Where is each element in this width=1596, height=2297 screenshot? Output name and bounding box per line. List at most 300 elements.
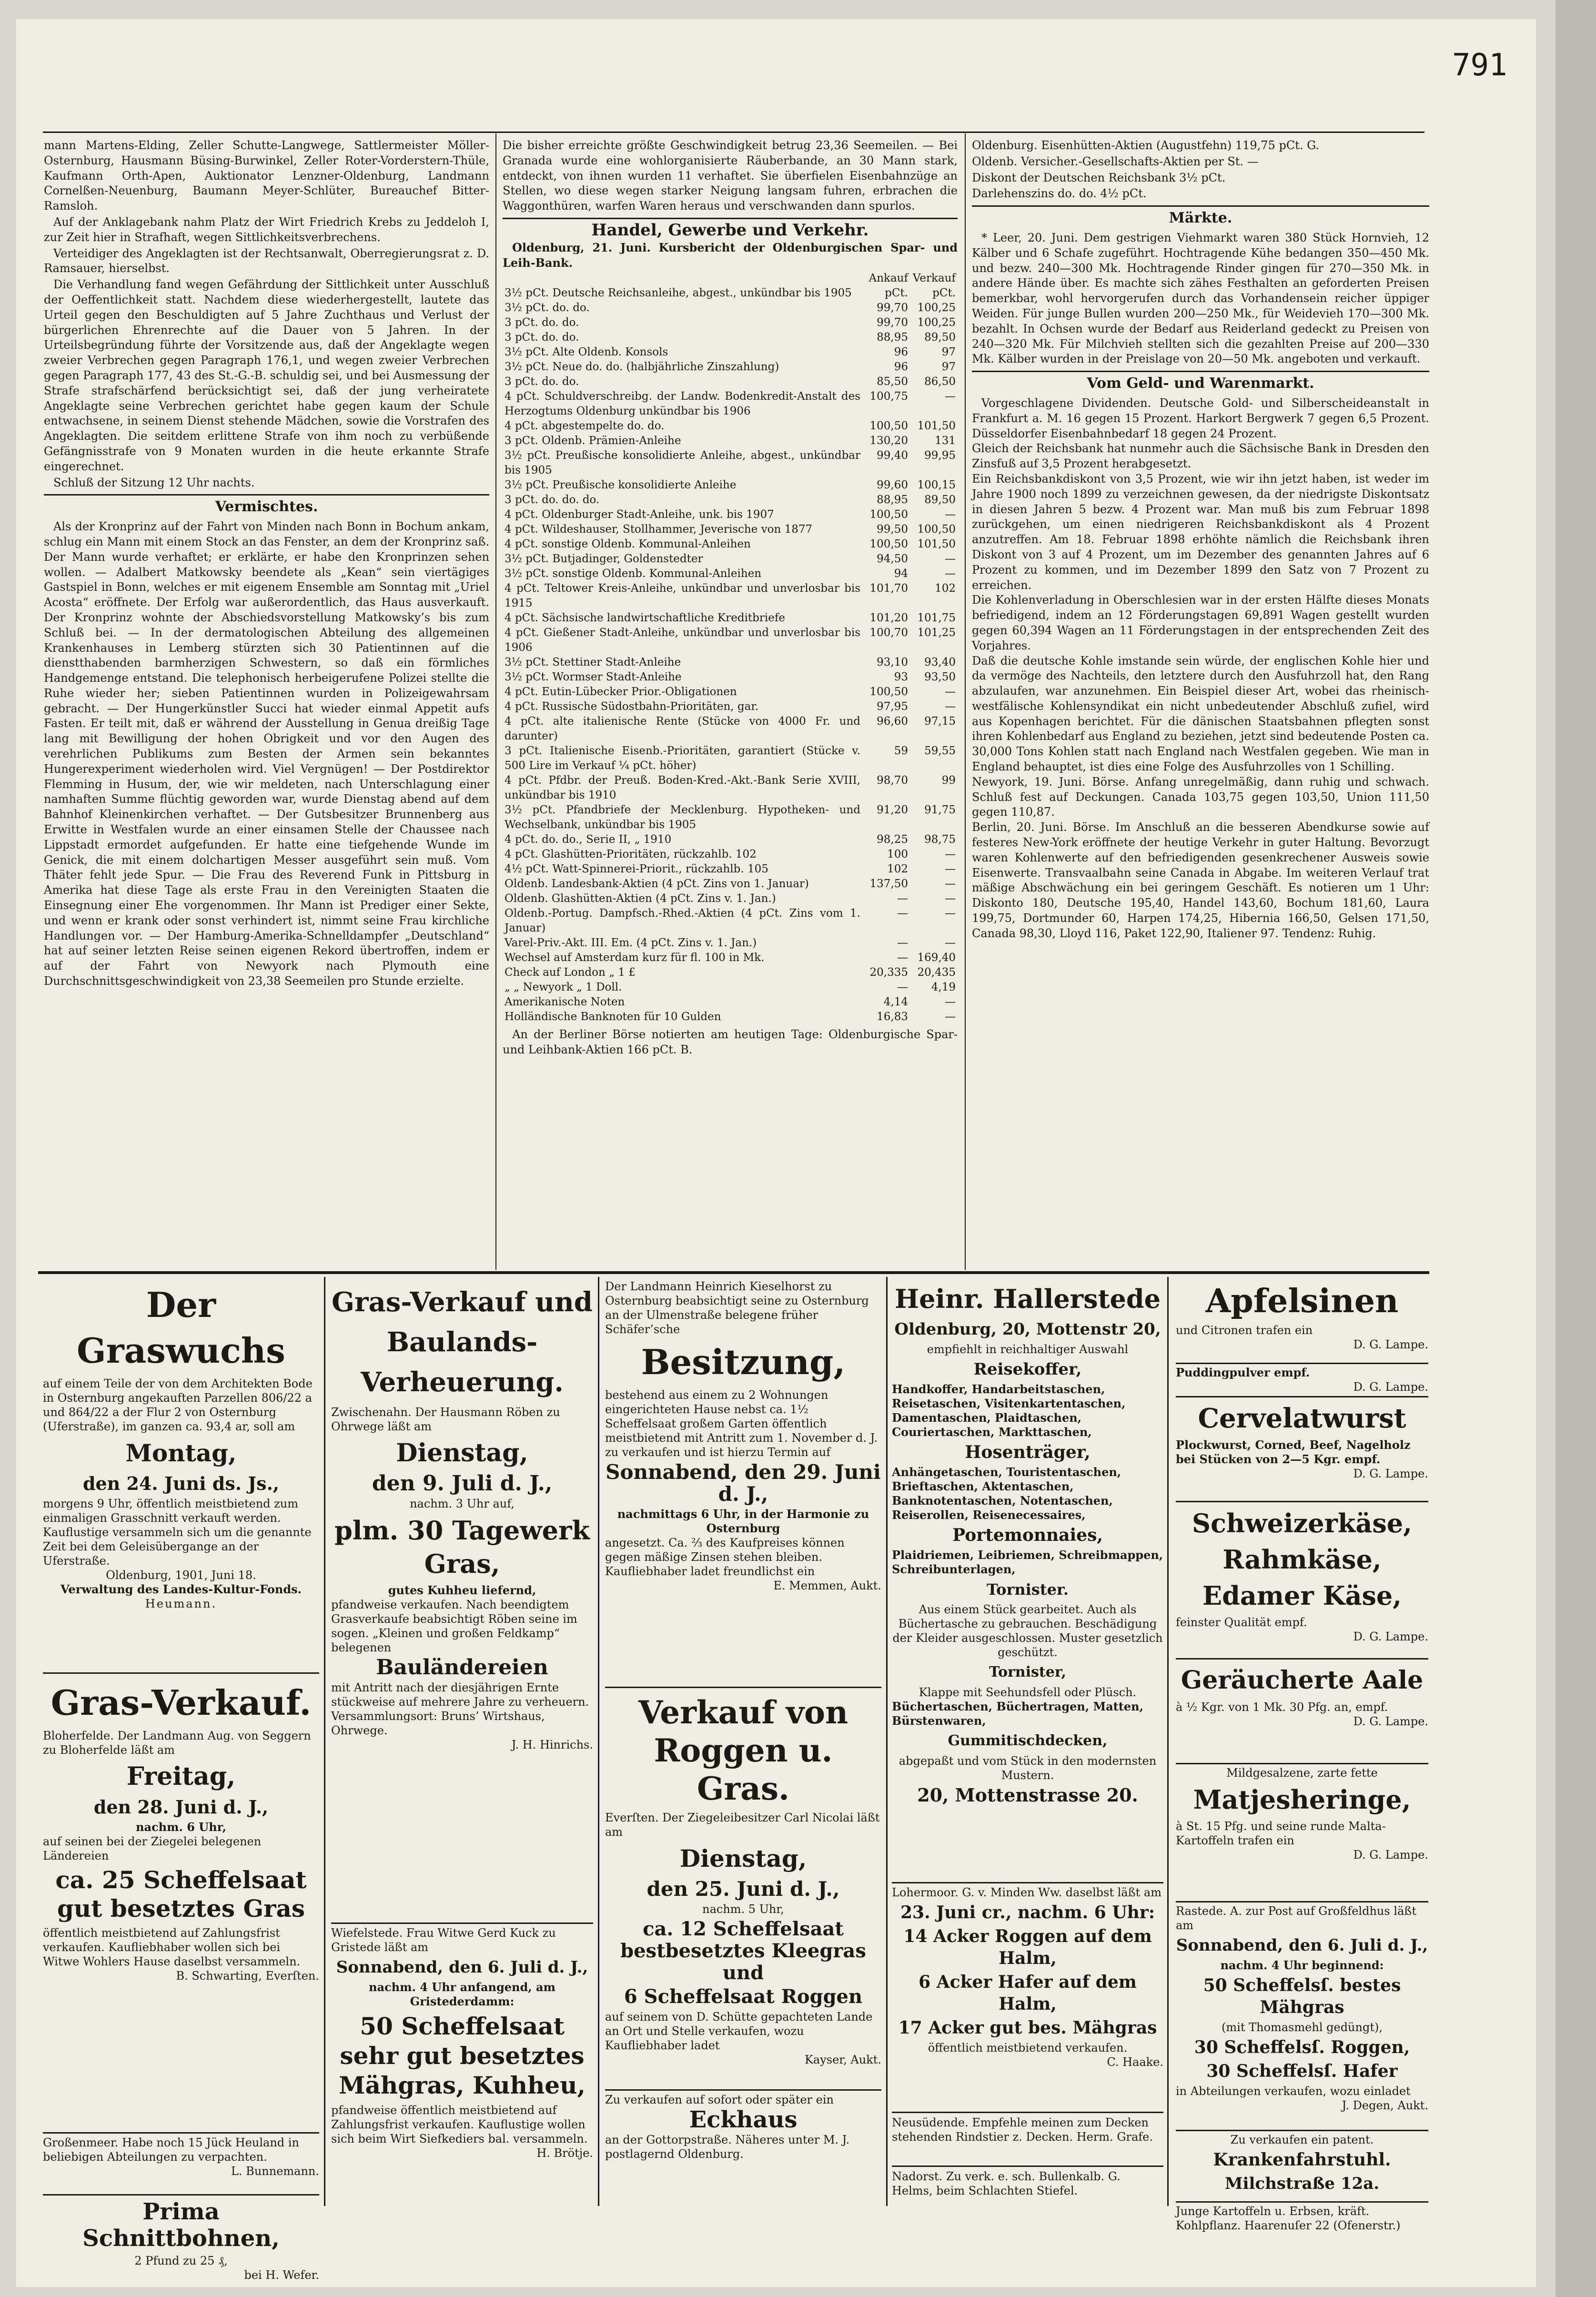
cell-ankauf: 88,95	[877, 331, 908, 344]
ad-text: Rastede. A. zur Post auf Großfeldhus läßt am	[1176, 1904, 1416, 1932]
cell-verkauf: 4,19	[931, 981, 956, 994]
ad-gras-baulands	[331, 1279, 593, 1920]
cell-verkauf: 97	[941, 361, 956, 374]
ad-puddingpulver	[1176, 1366, 1428, 1394]
ad-subheading: Tornister,	[989, 1664, 1066, 1680]
cell-verkauf: —	[945, 996, 956, 1009]
section-title-geldmarkt: Vom Geld- und Warenmarkt.	[1087, 375, 1314, 392]
ad-day: Montag,	[125, 1439, 237, 1467]
table-row	[503, 315, 958, 330]
ad-rule	[331, 1923, 593, 1924]
table-row	[503, 906, 958, 936]
ad-signature: D. G. Lampe.	[1353, 1630, 1428, 1643]
ad-lohermoor	[892, 1885, 1163, 2109]
ad-highlight: 30 Scheffelsſ. Hafer	[1206, 2061, 1398, 2081]
cell-ankauf: 88,95	[877, 494, 908, 506]
cell-ankauf: 99,70	[877, 316, 908, 329]
cell-desc: 3 pCt. Italienische Eisenb.-Prioritäten, garantiert (Stücke v. 500 Lire im Verkauf ¼ pCt. höher)	[505, 745, 860, 772]
ad-text: pfandweise öffentlich meistbietend auf Zahlungsfrist verkaufen. Kauflustige wollen sich beim Wirt Siefkediers bal. versammeln.	[331, 2104, 588, 2145]
cell-verkauf: 98,75	[924, 833, 956, 846]
ad-text: Büchertaschen, Büchertragen, Matten, Bürstenwaren,	[892, 1700, 1143, 1728]
cell-desc: 4½ pCt. Watt-Spinnerei-Priorit., rückzahlb. 105	[505, 863, 768, 876]
ad-day: Freitag,	[126, 1762, 236, 1791]
ad-bullenkalb	[892, 2169, 1163, 2217]
ad-divider-3	[886, 1277, 888, 2206]
paragraph: Die Verhandlung fand wegen Gefährdung der Sittlichkeit unter Ausschluß der Oeffentlichkeit statt. Nachdem diese wiederhergestellt, lautete das Urteil gegen den Beschuldigten auf 5 Jahre Zuchthaus und Verlust der bürgerlichen Ehrenrechte auf die Dauer von 5 Jahren. In der Urteilsbegründung führte der Vorsitzende aus, daß der Angeklagte wegen zweier Verbrechen gegen Paragraph 176,1, und wegen zweier Verbrechen gegen Paragraph 177, 43 des St.-G.-B. schuldig sei, und bei Ausmessung der Strafe strafschärfend berücksichtigt sei, daß der jung verheiratete Angeklagte seine Verbrechen gerichtet habe gegen kaum der Schule entwachsene, in seinem Dienst stehende Mädchen, sowie die Vorstrafen des Angeklagten. Die seitdem erlittene Strafe von ihm noch zu verbüßende Gefängnisstrafe von 9 Monaten wurden in die heute erkannte Strafe eingerechnet.	[44, 278, 489, 473]
ad-text: (mit Thomasmehl gedüngt),	[1222, 2021, 1383, 2034]
ad-text: Lohermoor. G. v. Minden Ww. daselbst läßt am	[892, 1886, 1162, 1899]
cell-desc: Wechsel auf Amsterdam kurz für fl. 100 in Mk.	[505, 951, 765, 964]
page-number: 791	[1452, 48, 1507, 83]
ad-cervelatwurst	[1176, 1399, 1428, 1499]
table-row	[503, 699, 958, 714]
ad-krankenfahrstuhl	[1176, 2133, 1428, 2199]
cell-desc: 4 pCt. Russische Südostbahn-Prioritäten, gar.	[505, 700, 759, 713]
cell-ankauf: 98,70	[877, 774, 908, 787]
cell-ankauf: 99,40	[877, 449, 908, 462]
ad-date: den 28. Juni d. J.,	[93, 1796, 269, 1818]
ad-text: Handkoffer, Handarbeitstaschen, Reisetaschen, Visitenkartentaschen, Damentaschen, Plaidtaschen, Couriertaschen, Markttaschen,	[892, 1382, 1126, 1439]
cell-desc: 4 pCt. Oldenburger Stadt-Anleihe, unk. bis 1907	[505, 508, 774, 521]
cell-desc: 4 pCt. alte italienische Rente (Stücke von 4000 Fr. und darunter)	[505, 715, 860, 743]
ad-title: Krankenfahrstuhl.	[1213, 2150, 1391, 2170]
table-row	[503, 773, 958, 803]
header-ankauf: Ankauf	[869, 272, 908, 285]
paragraph: Auf der Anklagebank nahm Platz der Wirt Friedrich Krebs zu Jeddeloh I, zur Zeit hier in Strafhaft, wegen Sittlichkeitsverbrechens.	[44, 215, 489, 244]
cell-verkauf: 100,50	[917, 523, 956, 536]
cell-desc: 3½ pCt. Stettiner Stadt-Anleihe	[505, 656, 681, 669]
ad-signature: Kayser, Aukt.	[804, 2053, 881, 2066]
cell-ankauf: 91,20	[877, 804, 908, 817]
cell-verkauf: 102	[935, 582, 956, 595]
table-row	[503, 1010, 958, 1024]
cell-verkauf: 101,50	[917, 538, 956, 551]
ad-text: Zwischenahn. Der Hausmann Röben zu Ohrwege läßt am	[331, 1406, 560, 1433]
cell-ankauf: —	[897, 951, 908, 964]
cell-desc: Oldenb.-Portug. Dampfsch.-Rhed.-Aktien (4 pCt. Zins vom 1. Januar)	[505, 907, 860, 935]
ad-text: Anhängetaschen, Touristentaschen, Brieftaschen, Aktentaschen, Banknotentaschen, Notentaschen, Reiserollen, Reisenecessaires,	[892, 1465, 1121, 1522]
ad-rule	[605, 1687, 881, 1688]
ad-rule	[43, 2194, 319, 2196]
cell-desc: Oldenb. Landesbank-Aktien (4 pCt. Zins von 1. Januar)	[505, 878, 809, 890]
ad-signature: E. Memmen, Aukt.	[773, 1579, 881, 1592]
ad-text: Der Landmann Heinrich Kieselhorst zu Osternburg beabsichtigt seine zu Osternburg an der Ulmenstraße belegene früher Schäfer’sche	[605, 1280, 869, 1336]
section-rule	[503, 218, 958, 219]
cell-verkauf: 97	[941, 346, 956, 359]
table-row	[503, 374, 958, 389]
table-row	[503, 434, 958, 448]
ad-rule	[1176, 1763, 1428, 1764]
ad-highlight: ca. 12 Scheffelsaat bestbesetztes Kleegras und	[620, 1918, 866, 1984]
cell-desc: 4 pCt. Gießener Stadt-Anleihe, unkündbar und unverlosbar bis 1906	[505, 627, 860, 654]
ad-signature: J. H. Hinrichs.	[511, 1738, 593, 1751]
ad-text: Klappe mit Seehundsfell oder Plüsch.	[919, 1686, 1137, 1699]
header-verkauf: Verkauf	[912, 272, 956, 285]
ad-date: Sonnabend, den 6. Juli d. J.,	[336, 1958, 588, 1977]
ad-text: auf seinem von D. Schütte gepachteten Lande an Ort und Stelle verkaufen, wozu Kaufliebhaber ladet	[605, 2010, 873, 2052]
cell-ankauf: 96	[894, 346, 908, 359]
ad-text: bestehend aus einem zu 2 Wohnungen eingerichteten Hause nebst ca. 1½ Scheffelsaat großem Garten öffentlich meistbietend mit Antritt zum 1. November d. J. zu verkaufen und ist hierzu Termin auf	[605, 1388, 878, 1459]
ad-day: Dienstag,	[679, 1844, 807, 1872]
ad-highlight: 17 Acker gut bes. Mähgras	[898, 2018, 1157, 2038]
ad-subheading: Gummitischdecken,	[948, 1732, 1108, 1749]
ad-signature: L. Bunnemann.	[231, 2165, 319, 2178]
ad-highlight: 14 Acker Roggen auf dem Halm,	[903, 1926, 1152, 1968]
jury-list: mann Martens-Elding, Zeller Schutte-Langwege, Sattlermeister Möller-Osternburg, Hausmann Büsing-Burwinkel, Zeller Roter-Vorderstern-Thüle, Kaufmann Orth-Apen, Auktionator Lenzner-Oldenburg, Landmann Cornelßen-Neuenburg, Baumann Meyer-Schlüter, Bureauchef Bitter-Ramsloh.	[44, 139, 489, 213]
ad-rule	[43, 1672, 319, 1674]
ad-title: Cervelatwurst	[1198, 1403, 1406, 1434]
ad-subheading: Reisekoffer,	[973, 1360, 1082, 1379]
ad-title: Geräucherte Aale	[1181, 1666, 1424, 1695]
cell-ankauf: 100,50	[869, 686, 908, 698]
cell-ankauf: —	[897, 937, 908, 950]
cell-ankauf: 98,25	[877, 833, 908, 846]
cell-ankauf: 85,50	[877, 375, 908, 388]
table-row	[503, 537, 958, 552]
ad-place: Oldenburg, 1901, Juni 18.	[106, 1568, 256, 1582]
cell-ankauf: 102	[887, 863, 908, 876]
column-1	[44, 138, 489, 1267]
cell-ankauf: —	[897, 981, 908, 994]
ad-date: Sonnabend, den 29. Juni d. J.,	[606, 1460, 881, 1506]
cell-desc: 3 pCt. do. do.	[505, 331, 579, 344]
ad-date: den 24. Juni ds. Js.,	[82, 1473, 280, 1494]
cell-desc: 3½ pCt. Butjadinger, Goldenstedter	[505, 553, 703, 566]
cell-ankauf: 100,75	[869, 390, 908, 403]
table-row	[503, 862, 958, 877]
cell-verkauf: 20,435	[917, 966, 956, 979]
cell-desc: 3 pCt. do. do.	[505, 375, 579, 388]
cell-verkauf: 99,95	[924, 449, 956, 462]
cell-verkauf: 93,50	[924, 671, 956, 684]
ad-text: à St. 15 Pfg. und seine runde Malta-Kartoffeln trafen ein	[1176, 1820, 1386, 1847]
ad-date: Sonnabend, den 6. Juli d. J.,	[1176, 1936, 1428, 1955]
cell-verkauf: —	[945, 553, 956, 566]
cell-ankauf: 100,50	[869, 508, 908, 521]
cell-verkauf: 131	[935, 435, 956, 447]
table-row	[503, 611, 958, 626]
table-row	[503, 670, 958, 685]
ad-title: Besitzung,	[641, 1342, 846, 1382]
cell-desc: 3½ pCt. Neue do. do. (halbjährliche Zinszahlung)	[505, 361, 779, 374]
table-row	[503, 507, 958, 522]
table-row	[503, 744, 958, 773]
ad-subtitle: gutes Kuhheu liefernd,	[388, 1583, 536, 1597]
ad-time: nachm. 4 Uhr anfangend, am Gristederdamm:	[369, 1980, 556, 2008]
ad-text: Nadorst. Zu verk. e. sch. Bullenkalb. G. Helms, beim Schlachten Stiefel.	[892, 2170, 1121, 2197]
paragraph: Vorgeschlagene Dividenden. Deutsche Gold- und Silberscheideanstalt in Frankfurt a. M. 16 gegen 15 Prozent. Harkort Bergwerk 7 gegen 6,5 Prozent. Düsseldorfer Eisenbahnbedarf 18 gegen 24 Prozent. Gleich der Reichsbank hat nunmehr auch die Sächsische Bank in Dresden den Zinsfuß auf 3,5 Prozent herabgesetzt. Ein Reichsbankdiskont von 3,5 Prozent, wie wir ihn jetzt haben, ist weder im Jahre 1900 noch 1899 zu verzeichnen gewesen, da der niedrigste Diskontsatz in diesen Jahren 5 bezw. 4 Prozent war. Man muß bis zum Februar 1898 zurückgehen, um einen niedrigeren Reichsbankdiskont als 4 Prozent anzutreffen. Am 18. Februar 1898 erhöhte nämlich die Reichsbank ihren Diskont von 3 auf 4 Prozent, um im Dezember des genannten Jahres auf 6 Prozent zu kommen, und im Dezember 1899 den Satz von 7 Prozent zu erreichen. Die Kohlenverladung in Oberschlesien war in der ersten Hälfte dieses Monats befriedigend, indem an 12 Förderungstagen 69,891 Wagen gestellt wurden gegen 60,394 Wagen an 11 Förderungstagen in der entsprechenden Zeit des Vorjahres. Daß die deutsche Kohle imstande sein würde, der englischen Kohle hier und da vermöge des Nachteils, den letztere durch den Ausfuhrzoll hat, den Rang abzulaufen, war anzunehmen. Ein Beispiel dieser Art, wobei das rheinisch-westfälische Kohlensyndikat ein nicht unbedeutender Abschluß zufiel, wird aus Kopenhagen berichtet. Für die dänischen Staatsbahnen pflegten sonst ihren Kohlenbedarf aus England zu beziehen, jetzt sind bedeutende Posten ca. 30,000 Tons Kohlen statt nach England nach Westfalen gegeben. Wie man in England behauptet, ist dies eine Folge des Ausfuhrzolles von 1 Schilling. Newyork, 19. Juni. Börse. Anfang unregelmäßig, dann ruhig und schwach. Schluß fest auf Deckungen. Canada 103,75 gegen 103,50, Union 111,50 gegen 110,87. Berlin, 20. Juni. Börse. Im Anschluß an die besseren Abendkurse sowie auf festeres New-York eröffnete der heutige Verkehr in guter Haltung. Bevorzugt waren Kohlenwerte auf den befriedigenden gesenkrechener Ausweis sowie Eisenwerte. Transvaalbahn seine Canada in Abgabe. Im weiteren Verlauf trat mäßige Abschwächung ein bei geringem Geschäft. Es notieren um 1 Uhr: Diskonto 180, Deutsche 195,40, Handel 143,60, Bochum 181,60, Laura 199,75, Dortmunder 60, Harpen 174,25, Hibernia 166,50, Gelsen 171,50, Canada 98,30, Lloyd 116, Paket 122,90, Italiener 97. Tendenz: Ruhig.	[972, 396, 1429, 940]
paragraph: Schluß der Sitzung 12 Uhr nachts.	[53, 476, 255, 489]
ad-subheading: Hosenträger,	[965, 1442, 1091, 1462]
ad-text: empfiehlt in reichhaltiger Auswahl	[927, 1343, 1129, 1356]
cell-verkauf: —	[945, 907, 956, 920]
cell-ankauf: 100	[887, 848, 908, 861]
ad-heuland	[43, 2135, 319, 2193]
ad-signature: B. Schwarting, Everſten.	[176, 1969, 319, 1983]
table-row	[503, 714, 958, 744]
cell-verkauf: —	[945, 508, 956, 521]
cell-desc: 4 pCt. Eutin-Lübecker Prior.-Obligationen	[505, 686, 737, 698]
table-row	[503, 345, 958, 360]
cell-ankauf: —	[897, 892, 908, 905]
cell-verkauf: 89,50	[924, 331, 956, 344]
ad-text: Everſten. Der Ziegeleibesitzer Carl Nicolai läßt am	[605, 1811, 880, 1839]
ad-title: Apfelsinen	[1205, 1282, 1399, 1320]
ad-text: Mildgesalzene, zarte fette	[1226, 1766, 1378, 1780]
cell-desc: 4 pCt. Pfdbr. der Preuß. Boden-Kred.-Akt.-Bank Serie XVIII, unkündbar bis 1910	[505, 774, 860, 802]
column-2	[503, 138, 958, 1267]
ad-eckhaus	[605, 2093, 881, 2216]
ad-highlight: ca. 25 Scheffelsaat gut besetztes Gras	[55, 1866, 307, 1923]
cell-desc: 3½ pCt. Deutsche Reichsanleihe, abgest., unkündbar bis 1905	[505, 287, 852, 300]
table-row	[503, 522, 958, 537]
ad-title: Gras-Verkauf und Baulands-Verheuerung.	[332, 1286, 593, 1398]
cell-verkauf: 89,50	[924, 494, 956, 506]
cell-desc: „ „ Newyork „ 1 Doll.	[505, 981, 622, 994]
ad-graswuchs	[43, 1279, 319, 1670]
table-row	[503, 877, 958, 891]
ad-signature: D. G. Lampe.	[1353, 1338, 1428, 1351]
cell-ankauf: 100,50	[869, 538, 908, 551]
cell-ankauf: 130,20	[869, 435, 908, 447]
cell-desc: 3 pCt. do. do. do.	[505, 494, 600, 506]
cell-verkauf: —	[945, 848, 956, 861]
paragraph: Als der Kronprinz auf der Fahrt von Minden nach Bonn in Bochum ankam, schlug ein Mann mit einem Stock an das Fenster, an dem der Kronprinz saß. Der Mann wurde verhaftet; er erklärte, er habe den Kronprinzen sehen wollen. — Adalbert Matkowsky beendete als „Kean“ sein viertägiges Gastspiel in Bonn, welches er mit eigenem Ensemble am Sonntag mit „Uriel Acosta“ eröffnete. Der Erfolg war außerordentlich, das Haus ausverkauft. Der Kronprinz wohnte der Abschiedsvorstellung Matkowsky’s bis zum Schluß bei. — In der dermatologischen Abteilung des allgemeinen Krankenhauses in Lemberg stürzten sich 30 Patientinnen auf die dienstthabenden barmherzigen Schwestern, so daß ein förmliches Handgemenge entstand. Die telephonisch herbeigerufene Polizei stellte die Ruhe wieder her; sieben Patientinnen wurden in Polizeigewahrsam gebracht. — Der Hungerkünstler Succi hat wieder einmal Appetit aufs Fasten. Er teilt mit, daß er während der Ausstellung in Genua dreißig Tage lang mit Bewilligung der hohen Obrigkeit und vor den Augen des verehrlichen Publikums zum Besten der Armen sein bekanntes Hungerexperiment wiederholen wird. Viel Vergnügen! — Der Postdirektor Flemming in Husum, der, wie wir meldeten, nach Unterschlagung einer namhaften Summe flüchtig geworden war, wurde Dienstag abend auf dem Bahnhof Kleinenkirchen verhaftet. — Der Gutsbesitzer Brunnenberg aus Erwitte in Westfalen wurde an einer einsamen Stelle der Chaussee nach Lippstadt ermordet aufgefunden. Er hatte eine tiefgehende Wunde im Genick, die mit einem dolchartigen Messer ausgeführt sein muß. Vom Thäter fehlt jede Spur. — Die Frau des Reverend Funk in Pittsburg in Amerika hat diese Tage als erste Frau in den Vereinigten Staaten die Einsegnung einer Ehe vorgenommen. Ihr Mann ist Prediger einer Sekte, und wenn er krank oder sonst verhindert ist, nimmt seine Frau kirchliche Handlungen vor. — Der Hamburg-Amerika-Schnelldampfer „Deutschland“ hat auf seiner letzten Reise seinen eigenen Rekord übertroffen, indem er auf der Fahrt von Newyork nach Plymouth eine Durchschnittsgeschwindigkeit von 23,38 Seemeilen pro Stunde erzielte.	[44, 520, 489, 988]
table-row	[503, 360, 958, 374]
kurs-footnote: An der Berliner Börse notierten am heutigen Tage: Oldenburgische Spar- und Leihbank-Aktien 166 pCt. B.	[503, 1028, 958, 1057]
cell-ankauf: 99,60	[877, 479, 908, 492]
ad-apfelsinen	[1176, 1279, 1428, 1360]
ad-gras-verkauf	[43, 1677, 319, 2130]
table-row	[503, 936, 958, 951]
cell-ankauf: 99,70	[877, 302, 908, 314]
section-title-markte: Märkte.	[1169, 210, 1232, 227]
ad-time: nachm. 6 Uhr,	[136, 1820, 226, 1834]
section-rule	[972, 205, 1429, 207]
ad-rule	[1176, 1363, 1428, 1364]
ad-subheading: Portemonnaies,	[952, 1525, 1103, 1545]
ad-text: Neusüdende. Empfehle meinen zum Decken stehenden Rindstier z. Decken. Herm. Grafe.	[892, 2116, 1153, 2144]
column-divider-1	[495, 133, 496, 1270]
table-row	[503, 448, 958, 478]
book-binding	[1556, 0, 1596, 2297]
ad-text: öffentlich meistbietend auf Zahlungsfrist verkaufen. Kaufliebhaber wollen sich bei Witwe Wohlers Hause daselbst versammeln.	[43, 1926, 301, 1968]
ad-title: Matjesheringe,	[1193, 1784, 1411, 1815]
cell-ankauf: 96,60	[877, 715, 908, 728]
table-row	[503, 832, 958, 847]
cell-verkauf: 93,40	[924, 656, 956, 669]
ad-signature: bei H. Wefer.	[244, 2268, 319, 2282]
cell-desc: 4 pCt. Teltower Kreis-Anleihe, unkündbar und unverlosbar bis 1915	[505, 582, 860, 610]
cell-verkauf: 101,25	[917, 627, 956, 639]
ad-title: Edamer Käse,	[1202, 1580, 1402, 1611]
table-row	[503, 581, 958, 611]
ad-organisation: Verwaltung des Landes-Kultur-Fonds.	[61, 1582, 302, 1596]
cell-verkauf: —	[945, 878, 956, 890]
ad-rule	[1176, 2201, 1428, 2203]
top-rule	[43, 132, 1424, 133]
table-row	[503, 286, 958, 301]
ad-highlight: 30 Scheffelsſ. Roggen,	[1194, 2037, 1410, 2057]
cell-ankauf: 59	[894, 745, 908, 758]
ad-text: Zu verkaufen ein patent.	[1230, 2133, 1374, 2146]
cell-verkauf: 97,15	[924, 715, 956, 728]
cell-ankauf: 101,20	[869, 612, 908, 625]
ad-text: angesetzt. Ca. ⅔ des Kaufpreises können gegen mäßige Zinsen stehen bleiben. Kaufliebhaber ladet freundlichst ein	[605, 1536, 845, 1578]
ad-date: 23. Juni cr., nachm. 6 Uhr:	[900, 1902, 1155, 1923]
ad-rule	[605, 2089, 881, 2091]
ad-address: Oldenburg, 20, Mottenstr 20,	[894, 1320, 1161, 1339]
column-3	[972, 138, 1429, 1267]
cell-desc: 4 pCt. Schuldverschreibg. der Landw. Bodenkredit-Anstalt des Herzogtums Oldenburg unkündbar bis 1906	[505, 390, 860, 418]
ad-title: Der Graswuchs	[77, 1285, 285, 1371]
ad-signature: H. Brötje.	[536, 2146, 593, 2160]
ad-title: Gras-Verkauf.	[51, 1682, 312, 1723]
cell-ankauf: 93	[894, 671, 908, 684]
table-row	[503, 301, 958, 315]
ad-divider-1	[324, 1277, 325, 2206]
cell-ankauf: 137,50	[869, 878, 908, 890]
table-row	[503, 389, 958, 419]
cell-ankauf: 100,70	[869, 627, 908, 639]
ad-time: nachmittags 6 Uhr, in der Harmonie zu Osternburg	[617, 1507, 869, 1535]
kurs-line: Oldenburg. Eisenhütten-Aktien (Augustfehn) 119,75 pCt. G.	[972, 139, 1320, 152]
cell-desc: 4 pCt. Glashütten-Prioritäten, rückzahlb. 102	[505, 848, 757, 861]
ad-text: Bloherfelde. Der Landmann Aug. von Seggern zu Bloherfelde läßt am	[43, 1729, 311, 1757]
kurs-line: Oldenb. Versicher.-Gesellschafts-Aktien per St. —	[972, 154, 1259, 168]
kurs-title: Oldenburg, 21. Juni. Kursbericht der Oldenburgischen Spar- und Leih-Bank.	[503, 240, 958, 270]
ad-highlight: 50 Scheffelsaat sehr gut besetztes Mähgras, Kuhheu,	[339, 2012, 586, 2099]
ad-text: Wiefelstede. Frau Witwe Gerd Kuck zu Gristede läßt am	[331, 1926, 556, 1954]
cell-verkauf: —	[945, 567, 956, 580]
cell-ankauf: pCt.	[885, 287, 908, 300]
ad-text: öffentlich meistbietend verkaufen.	[928, 2041, 1128, 2054]
ad-rule	[1176, 1501, 1428, 1502]
cell-desc: Check auf London „ 1 £	[505, 966, 636, 979]
ad-text: Aus einem Stück gearbeitet. Auch als Büchertasche zu gebrauchen. Beschädigung der Kleider ausgeschlossen. Muster gesetzlich geschützt.	[892, 1603, 1163, 1659]
table-row	[503, 951, 958, 965]
table-header	[503, 271, 958, 286]
section-rule	[972, 371, 1429, 372]
ad-hallerstede	[892, 1279, 1163, 1880]
ad-rule	[892, 2165, 1163, 2167]
cell-verkauf: —	[945, 1011, 956, 1023]
ad-title: Eckhaus	[689, 2106, 798, 2133]
ad-signature: D. G. Lampe.	[1353, 1715, 1428, 1728]
table-row	[503, 493, 958, 507]
ad-signature: D. G. Lampe.	[1353, 1467, 1428, 1480]
cell-ankauf: 93,10	[877, 656, 908, 669]
ad-title: Verkauf von Roggen u. Gras.	[638, 1694, 849, 1807]
ad-title: Prima Schnittbohnen,	[82, 2198, 280, 2252]
table-row	[503, 980, 958, 995]
ad-title: Heinr. Hallerstede	[895, 1284, 1161, 1314]
cell-desc: Holländische Banknoten für 10 Gulden	[505, 1011, 721, 1023]
cell-verkauf: 91,75	[924, 804, 956, 817]
ad-signature: D. G. Lampe.	[1353, 1380, 1428, 1394]
ad-rule	[892, 2112, 1163, 2113]
ad-rule	[1176, 1901, 1428, 1902]
ad-text: Zu verkaufen auf sofort oder später ein	[605, 2093, 834, 2106]
kurs-line: Diskont der Deutschen Reichsbank 3½ pCt.	[972, 171, 1226, 184]
ad-rule	[1176, 2130, 1428, 2131]
ad-text: morgens 9 Uhr, öffentlich meistbietend zum einmaligen Grasschnitt verkauft werden. Kauflustige versammeln sich um die genannte Zeit bei dem Geleisübergange an der Uferstraße.	[43, 1497, 312, 1568]
cell-desc: 4 pCt. Sächsische landwirtschaftliche Kreditbriefe	[505, 612, 785, 625]
ad-matjesheringe	[1176, 1766, 1428, 1899]
cell-desc: 3½ pCt. Alte Oldenb. Konsols	[505, 346, 668, 359]
cell-ankauf: 101,70	[869, 582, 908, 595]
table-row	[503, 685, 958, 699]
ad-text: Plaidriemen, Leibriemen, Schreibmappen, Schreibunterlagen,	[892, 1548, 1163, 1576]
column-divider-2	[965, 133, 966, 1270]
ad-text: feinster Qualität empf.	[1176, 1616, 1307, 1629]
cell-desc: 3½ pCt. Preußische konsolidierte Anleihe	[505, 479, 737, 492]
table-row	[503, 552, 958, 567]
ad-signature: J. Degen, Aukt.	[1342, 2099, 1428, 2112]
ad-highlight: 50 Scheffelsſ. bestes Mähgras	[1203, 1975, 1401, 2017]
cell-verkauf: —	[945, 700, 956, 713]
ad-highlight: 6 Scheffelsaat Roggen	[624, 1985, 863, 2008]
paragraph: * Leer, 20. Juni. Dem gestrigen Viehmarkt waren 380 Stück Hornvieh, 12 Kälber und 6 Schafe zugeführt. Hochtragende Kühe bedangen 350—450 Mk. und bezw. 240—300 Mk. Hochtragende Rinder gingen für 270—350 Mk. in andere Hände über. Es machte sich zähes Festhalten an geforderten Preisen bemerkbar, wohl hervorgerufen durch das Vorhandensein reicher üppiger Weiden. Für junge Bullen wurden 200—250 Mk., für Weidevieh 170—300 Mk. bezahlt. In Ochsen wurde der Bedarf aus Reiderland gedeckt zu Preisen von 240—320 Mk. Für Milchvieh stellten sich die gezahlten Preise auf 200—330 Mk. Kälber wurden in der Preislage von 20—50 Mk. angeboten und verkauft.	[972, 231, 1429, 366]
cell-verkauf: —	[945, 686, 956, 698]
ad-text: mit Antritt nach der diesjährigen Ernte stückweise auf mehrere Jahre zu verheuern. Versammlungsort: Bruns’ Wirtshaus, Ohrwege.	[331, 1681, 589, 1737]
ad-kaese	[1176, 1504, 1428, 1656]
ad-highlight: 6 Acker Hafer auf dem Halm,	[919, 1972, 1137, 2014]
ad-rule	[892, 1882, 1163, 1883]
cell-desc: 4 pCt. do. do., Serie II, „ 1910	[505, 833, 672, 846]
ad-time: nachm. 4 Uhr beginnend:	[1220, 1958, 1384, 1972]
kurs-line: Darlehenszins do. do. 4½ pCt.	[972, 187, 1147, 201]
ad-text: auf seinen bei der Ziegelei belegenen Ländereien	[43, 1835, 262, 1862]
cell-verkauf: 100,25	[917, 316, 956, 329]
table-row	[503, 847, 958, 862]
cell-desc: Varel-Priv.-Akt. III. Em. (4 pCt. Zins v. 1. Jan.)	[505, 937, 757, 950]
cell-desc: Amerikanische Noten	[505, 996, 625, 1009]
cell-verkauf: 169,40	[917, 951, 956, 964]
cell-ankauf: 99,50	[877, 523, 908, 536]
section-title-handel: Handel, Gewerbe und Verkehr.	[591, 220, 869, 240]
ad-title: Rahmkäse,	[1222, 1544, 1382, 1575]
cell-ankauf: —	[897, 907, 908, 920]
ad-rule	[1176, 1396, 1428, 1397]
ad-besitzung	[605, 1279, 881, 1684]
cell-desc: 4 pCt. Wildeshauser, Stollhammer, Jeverische von 1877	[505, 523, 813, 536]
ad-date: den 9. Juli d. J.,	[372, 1471, 553, 1496]
table-row	[503, 995, 958, 1010]
cell-ankauf: 100,50	[869, 420, 908, 433]
table-row	[503, 965, 958, 980]
cell-desc: 3 pCt. do. do.	[505, 316, 579, 329]
table-row	[503, 567, 958, 581]
cell-ankauf: 97,95	[877, 700, 908, 713]
ad-day: Dienstag,	[396, 1438, 528, 1467]
cell-ankauf: 20,335	[869, 966, 908, 979]
table-row	[503, 803, 958, 832]
ad-text: abgepaßt und vom Stück in den modernsten Mustern.	[899, 1754, 1157, 1782]
ad-divider-2	[598, 1277, 599, 2206]
cell-verkauf: —	[945, 863, 956, 876]
ad-signature: Heumann.	[145, 1597, 217, 1610]
ad-text: Junge Kartoffeln u. Erbsen, kräft. Kohlpflanz. Haarenuſer 22 (Ofenerstr.)	[1176, 2205, 1401, 2232]
ad-rindstier	[892, 2115, 1163, 2163]
paragraph: Die bisher erreichte größte Geschwindigkeit betrug 23,36 Seemeilen. — Bei Granada wurde eine wohlorganisierte Räuberbande, an 30 Mann stark, entdeckt, von ihnen wurden 11 verhaftet. Sie überfielen Eisenbahnzüge an Stellen, wo diese wegen starker Neigung langsam fuhren, erbrachen die Waggonthüren, warfen Waren heraus und verschwanden dann spurlos.	[503, 139, 958, 213]
ad-text: Puddingpulver empf.	[1176, 1366, 1310, 1379]
ad-subheading: Tornister.	[987, 1580, 1069, 1599]
cell-desc: 3½ pCt. do. do.	[505, 302, 590, 314]
cell-verkauf: 86,50	[924, 375, 956, 388]
cell-desc: Oldenb. Glashütten-Aktien (4 pCt. Zins v. 1. Jan.)	[505, 892, 776, 905]
cell-desc: 3½ pCt. Pfandbriefe der Mecklenburg. Hypotheken- und Wechselbank, unkündbar bis 1905	[505, 804, 860, 831]
